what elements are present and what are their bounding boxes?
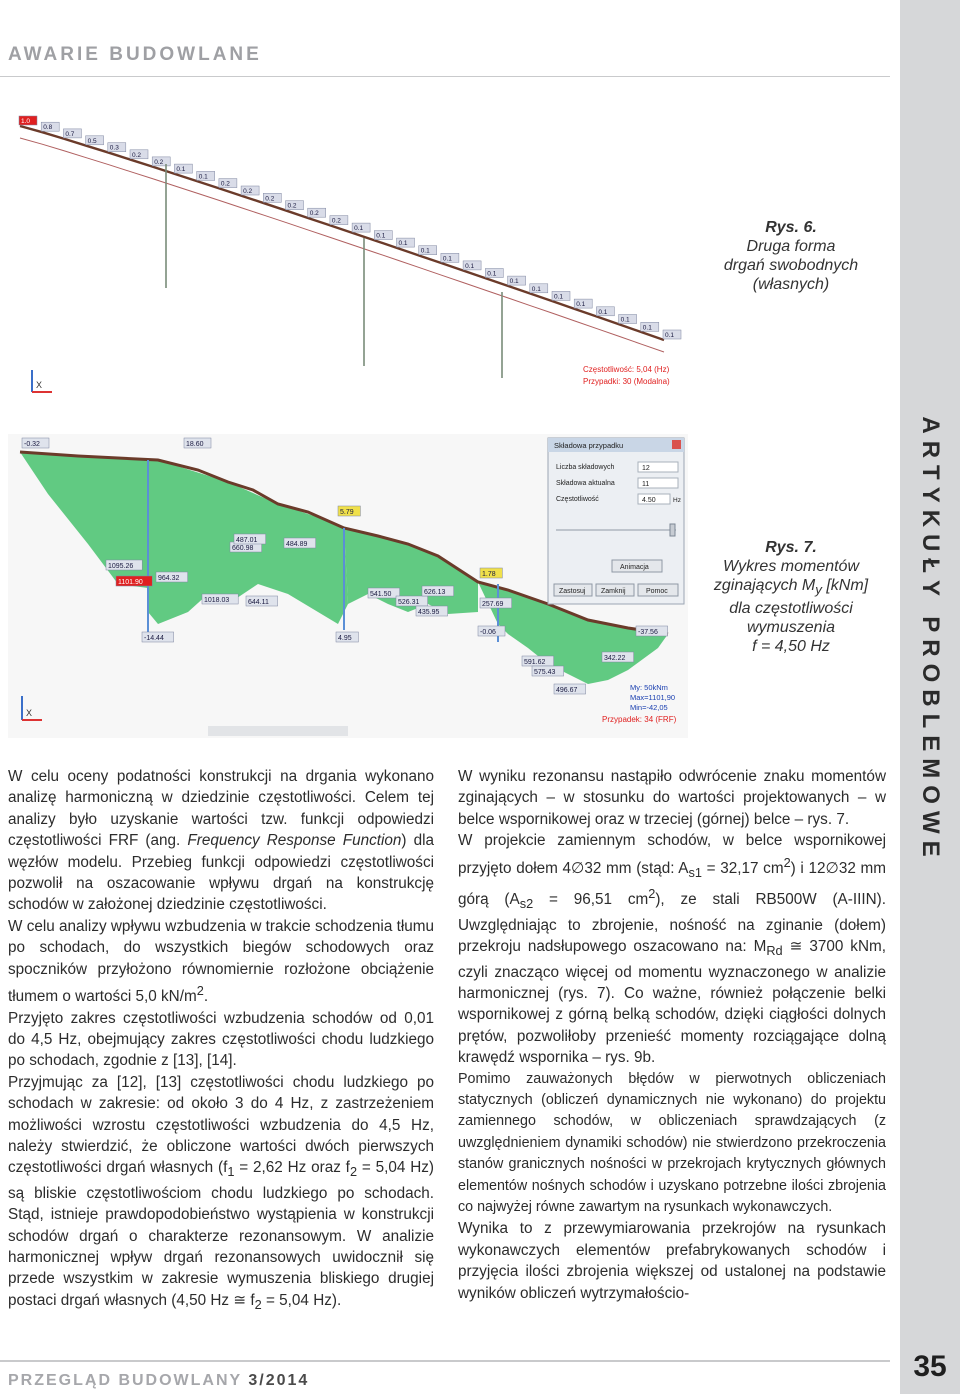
paragraph-text: ) i 12∅32 mm górą (A: [458, 859, 886, 909]
case-label: Przypadek: 34 (FRF): [602, 715, 677, 724]
dialog-row-label: Liczba składowych: [556, 464, 615, 471]
svg-text:X: X: [26, 708, 33, 718]
moment-value-label: 484.89: [286, 541, 308, 548]
moment-value-label: 342.22: [604, 655, 626, 662]
superscript: 2: [783, 854, 791, 870]
dialog-frequency-value: 4.50: [642, 497, 656, 504]
moment-value-label: -0.32: [24, 441, 40, 448]
figure-7-caption-line: Wykres momentów: [722, 558, 860, 575]
axes-icon: [32, 370, 52, 392]
magazine-name: PRZEGLĄD BUDOWLANY: [8, 1372, 242, 1389]
moment-value-label: 964.32: [158, 575, 180, 582]
subscript: Rd: [766, 943, 783, 959]
moment-value-label: 626.13: [424, 589, 446, 596]
subscript: s2: [519, 896, 534, 912]
paragraph: Przyjęto zakres częstotliwości wzbudzenia schodów od 0,01 do 4,5 Hz, obejmujący zakres częstotliwości chodu ludzkiego po schodach, zgodnie z [13], [14].: [8, 1009, 434, 1070]
help-button-label: Pomoc: [646, 588, 668, 595]
moment-value-label: 435.95: [418, 609, 440, 616]
node-label: 0.1: [398, 240, 408, 248]
node-label: 0.1: [531, 285, 541, 293]
left-column: [8, 766, 434, 1315]
paragraph-text: W celu oceny podatności konstrukcji na drgania wykonano analizę harmoniczną w dziedzinie częstotliwości. Celem tej analizy było uzyskanie wartości tzw. funkcji odpowiedzi częstotliwości FRF (ang.: [8, 768, 434, 850]
subscript: s1: [688, 864, 702, 880]
superscript: 2: [648, 886, 656, 902]
figure-6-diagram: [8, 112, 684, 412]
axes-icon: [22, 696, 42, 720]
paragraph-text: = 5,04 Hz).: [261, 1291, 342, 1309]
node-label: 0.1: [598, 308, 608, 316]
figure-7-diagram: [8, 434, 688, 738]
paragraph-text: Przyjmując za [12], [13] częstotliwości chodu ludzkiego po schodach w zakresie: od około 3 do 4 Hz, z zastrzeżeniem możliwości wzrostu częstotliwości wzbudzenia do 4,5 Hz, należy stwierdzić, że obliczone wartości dwóch pierwszych częstotliwości drgań własnych (f: [8, 1073, 434, 1177]
moment-value-label: 18.60: [186, 441, 204, 448]
paragraph: [8, 1072, 434, 1316]
moment-value-label: 496.67: [556, 687, 578, 694]
node-label: 0.2: [287, 202, 297, 210]
node-label: 0.1: [576, 301, 586, 309]
subscript: 2: [254, 1296, 262, 1312]
figure-7-moment-diagram: [8, 434, 688, 738]
mode-shape-line: [20, 138, 664, 352]
paragraph-text: ), ze stali RB500W (A-IIIN). Uwzględniając to zbrojenie, nośność na zginanie (dołem) przekroju nadsłupowego oszacowano na: M: [458, 891, 886, 956]
node-label: 0.1: [176, 166, 186, 174]
node-label: 0.8: [43, 124, 53, 132]
node-label: 0.2: [265, 195, 275, 203]
paragraph-text: ) dla węzłów modelu. Przebieg funkcji odpowiedzi częstotliwości pozwolił na oszacowanie wpływu drgań na konstrukcję schodów w założonej dziedzinie częstotliwości.: [8, 832, 435, 914]
moment-value-label: 1.78: [482, 571, 496, 578]
figure-7-caption-line: wymuszenia: [746, 619, 836, 637]
caption-text: [kNm]: [821, 577, 869, 594]
node-label: 0.1: [442, 255, 452, 263]
footer: [8, 1372, 309, 1390]
paragraph-text: .: [203, 988, 209, 1006]
paragraph-text: = 2,62 Hz oraz f: [234, 1159, 350, 1177]
dialog-row-label: Częstotliwość: [556, 496, 599, 503]
moment-value-label: -14.44: [144, 635, 164, 642]
dialog-frequency-unit: Hz: [673, 497, 681, 504]
dialog-case-component: [548, 438, 684, 604]
moment-value-label: 487.01: [236, 537, 258, 544]
moment-value-label: 541.50: [370, 591, 392, 598]
right-column: [458, 766, 886, 1304]
footer-rule: [0, 1360, 890, 1362]
paragraph-text: = 32,17 cm: [701, 859, 784, 877]
frequency-info: Częstotliwość: 5,04 (Hz): [583, 365, 670, 374]
node-label: 0.1: [198, 173, 208, 181]
node-label: 0.1: [620, 316, 630, 324]
close-button-label: Zamknij: [601, 588, 626, 595]
moment-value-label: 591.62: [524, 659, 546, 666]
legend-max: Max=1101,90: [630, 693, 676, 702]
legend-scale: My: 50kNm: [630, 683, 668, 692]
moment-value-label: -37.56: [638, 629, 658, 636]
sidebar-section-label: ARTYKUŁY PROBLEMOWE: [917, 416, 944, 864]
paragraph-text: W projekcie zamiennym schodów, w belce wspornikowej przyjęto dołem 4∅32 mm (stąd: A: [458, 832, 886, 877]
dialog-count-value: 12: [642, 465, 650, 472]
node-label: 0.5: [87, 137, 97, 145]
case-info: Przypadki: 30 (Modalna): [583, 377, 670, 386]
subscript: 1: [227, 1164, 235, 1180]
subscript: 2: [349, 1164, 358, 1180]
node-label: 0.1: [642, 324, 652, 332]
paragraph-text: = 96,51 cm: [533, 891, 649, 909]
node-label: 0.7: [65, 130, 75, 138]
moment-value-label: 1095.26: [108, 563, 134, 570]
staircase-mode-shape: [20, 126, 664, 352]
node-label: 0.2: [132, 151, 142, 159]
node-labels: [19, 116, 681, 339]
figure-7-caption-line: [698, 576, 884, 599]
paragraph: [8, 766, 434, 916]
dialog-component-value: 11: [642, 481, 650, 488]
node-label: 0.2: [220, 180, 230, 188]
figure-6-caption-line: Druga forma: [746, 238, 836, 255]
node-label: 0.1: [420, 247, 430, 255]
figure-6-caption-line: drgań swobodnych: [723, 257, 859, 274]
moment-value-label: 257.69: [482, 601, 504, 608]
node-label: 0.1: [509, 278, 519, 286]
paragraph: [458, 830, 886, 1068]
figure-7-caption-line: f = 4,50 Hz: [752, 638, 830, 656]
paragraph: Pomimo zauważonych błędów w pierwotnych obliczeniach statycznych (obliczeń dynamicznych nie wykonano) do projektu zamiennego schodów, w obliczeniach sprawdzających (z uwzględnieniem dynamiki schodów) nie stwierdzono przekroczenia stanów granicznych nośności w przekrojach krytycznych głównych elementów nośnych schodów i uzyskano potrzebne ilości zbrojenia co najwyżej równe zawartym na rysunkach wykonawczych.: [458, 1070, 886, 1216]
node-label: 0.2: [243, 188, 253, 195]
dialog-row-label: Składowa aktualna: [556, 480, 615, 487]
moment-value-label: 5.79: [340, 509, 354, 516]
moment-value-label: 660.98: [232, 545, 254, 552]
dialog-close-icon[interactable]: [672, 440, 681, 449]
caption-subscript: y: [815, 582, 822, 598]
figure-7-caption: [698, 538, 884, 656]
paragraph-text: ≅ 3700 kNm, czyli znacząco więcej od momentu wyznaczonego w analizie harmonicznej (rys. 7). Co ważne, również połączenie belki wspornikowej z górną belką schodów, dzięki ciągłości dolnych prętów, pozwoliłoby przenieść momenty rozciągające dolną krawędź wspornika – rys. 9b.: [458, 938, 886, 1067]
node-label: 0.1: [465, 262, 475, 270]
paragraph: Wynika to z przewymiarowania przekrojów na rysunkach wykonawczych elementów prefabrykowanych schodów i przyjęcia ilości zbrojenia większej od ustalonej na podstawie wyników obliczeń wytrzymałościo-: [458, 1220, 886, 1302]
node-label: 0.1: [554, 293, 564, 301]
apply-button-label: Zastosuj: [559, 588, 586, 595]
node-label: 0.2: [154, 158, 164, 166]
node-label: 0.3: [109, 144, 119, 152]
paragraph: [8, 916, 434, 1008]
node-label: 0.1: [354, 225, 364, 233]
dialog-slider-thumb[interactable]: [670, 524, 675, 536]
svg-text:X: X: [36, 380, 43, 390]
node-label: 1.0: [21, 118, 31, 125]
moment-value-label: 575.43: [534, 669, 556, 676]
status-bar: [208, 726, 348, 736]
section-header: AWARIE BUDOWLANE: [8, 44, 262, 65]
node-label: 0.1: [487, 270, 497, 278]
moment-value-label: 4.95: [338, 635, 352, 642]
caption-text: zginających M: [713, 577, 816, 594]
node-label: 0.1: [376, 232, 386, 240]
paragraph-text: W celu analizy wpływu wzbudzenia w trakcie schodzenia tłumu po schodach, do wszystkich biegów schodowych oraz spoczników przyłożono równomiernie rozłożone obciążenie tłumem o wartości 5,0 kN/m: [8, 917, 434, 1006]
figure-6-label: Rys. 6.: [765, 219, 817, 236]
superscript: 2: [196, 983, 204, 999]
moment-value-label: 526.31: [398, 599, 420, 606]
header-rule: [0, 76, 890, 77]
issue-number: 3/2014: [248, 1372, 310, 1389]
figure-7-caption-line: dla częstotliwości: [729, 600, 853, 618]
moment-value-label: -0.06: [480, 629, 496, 636]
node-label: 0.2: [309, 210, 319, 218]
figure-6-caption-line: (własnych): [752, 276, 830, 293]
dialog-title: Składowa przypadku: [554, 441, 624, 450]
moment-value-label: 644.11: [248, 599, 269, 606]
animation-button-label: Animacja: [620, 564, 649, 571]
node-label: 0.2: [331, 217, 341, 225]
figure-6-mode-shape: [8, 112, 684, 412]
legend-min: Min=-42,05: [630, 703, 668, 712]
node-label: 0.1: [665, 332, 675, 339]
moment-value-label: 1018.03: [204, 597, 230, 604]
figure-7-label: Rys. 7.: [765, 539, 817, 556]
paragraph: W wyniku rezonansu nastąpiło odwrócenie znaku momentów zginających – w stosunku do wartości projektowanych – w belce wspornikowej oraz w trzeciej (górnej) belce – rys. 7.: [458, 768, 886, 828]
mode-shape-line: [20, 126, 664, 340]
paragraph-italic: Frequency Response Function: [187, 832, 402, 850]
figure-6-caption: [698, 218, 884, 294]
moment-value-label: 1101.90: [118, 579, 143, 586]
paragraph-text: = 5,04 Hz) są bliskie częstotliwościom chodu ludzkiego po schodach. Stąd, istnieje prawdopodobieństwo wystąpienia w konstrukcji schodów drgań o charakterze rezonansowym. W analizie harmonicznej wpływ drgań rezonansowych uwidocznił się przede wszystkim w zakresie wymuszenia bliskiego drugiej postaci drgań własnych (4,50 Hz ≅ f: [8, 1159, 434, 1309]
page-number: 35: [913, 1350, 947, 1383]
